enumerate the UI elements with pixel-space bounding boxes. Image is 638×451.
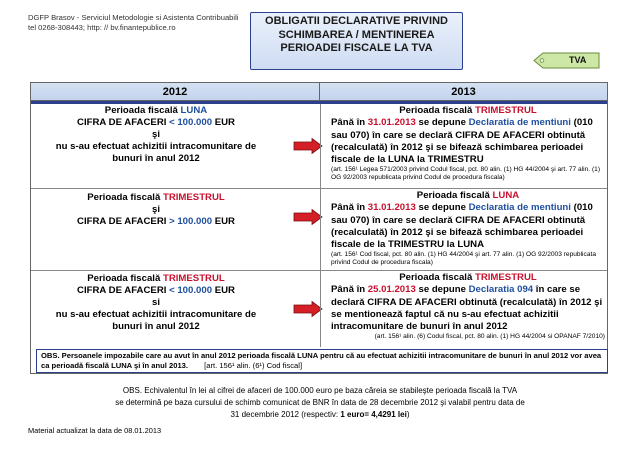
cell-2012: Perioada fiscală LUNA CIFRA DE AFACERI < 100.000 EUR şi nu s-au efectuat achizitii intracomunitare de bunuri în anul 2012 <box>55 105 257 164</box>
comparison-table <box>30 82 608 374</box>
table-row <box>31 104 607 189</box>
organization-header <box>28 13 238 33</box>
cell-2012: Perioada fiscală TRIMESTRUL CIFRA DE AFACERI < 100.000 EUR si nu s-au efectuat achizitii intracomunitare de bunuri în anul 2012 <box>55 273 257 332</box>
title-line-3: PERIOADEI FISCALE LA TVA <box>280 42 433 54</box>
table-row <box>31 271 607 347</box>
title-line-2: SCHIMBAREA / MENTINEREA <box>278 28 435 41</box>
arrow-right-icon <box>293 209 323 225</box>
column-header-2013: 2013 <box>320 83 607 101</box>
column-divider <box>320 271 321 347</box>
cell-2012: Perioada fiscală TRIMESTRUL şi CIFRA DE AFACERI > 100.000 EUR <box>77 192 235 227</box>
exchange-rate-note: OBS. Echivalentul în lei al cifrei de afaceri de 100.000 euro pe baza căreia se stabileşte perioada fiscală la TVA se determină pe baza cursului de schimb comunicat de BNR în data de 28 decembrie 2012 şi valabil pentru data de 31 decembrie 2012 (respectiv: 1 euro= 4,4291 lei) <box>115 386 525 419</box>
legal-reference: (art. 156¹ Cod fiscal, pct. 80 alin. (1) HG 44/2004 şi art. 77 alin. (1) OG 92/2003 republicata privind Codul de procedura fiscala) <box>331 251 596 267</box>
tva-tag-icon <box>533 52 601 69</box>
cell-2013: Perioada fiscală TRIMESTRUL Până în 25.01.2013 se depune Declaratia 094 în care se declară CIFRA DE AFACERI obtinută (recalculată) în 2012 şi se mentionează faptul că nu s-au efectuat achizitii intracomunitare de bunuri în anul 2012 (art. 156¹ alin. (6) Codul fiscal, pct. 80 alin. (1) HG 44/2004 si OPANAF 7/2010) <box>331 272 605 341</box>
update-date-footer: Material actualizat la data de 08.01.2013 <box>28 426 162 435</box>
tva-tag-label: TVA <box>569 55 587 65</box>
arrow-right-icon <box>293 138 323 154</box>
legal-reference: (art. 156¹ Legea 571/2003 privind Codul fiscal, pct. 80 alin. (1) HG 44/2004 şi art. 77 alin. (1) OG 92/2003 republicata privind Codul de procedura fiscala) <box>331 166 601 182</box>
observation-reference: [art. 156¹ alin. (6¹) Cod fiscal] <box>204 361 303 370</box>
organization-contact: tel 0268-308443; http: // bv.finantepublice.ro <box>28 23 176 32</box>
column-divider <box>320 189 321 270</box>
legal-reference: (art. 156¹ alin. (6) Codul fiscal, pct. 80 alin. (1) HG 44/2004 si OPANAF 7/2010) <box>374 333 605 341</box>
title-line-1: OBLIGATII DECLARATIVE PRIVIND <box>265 15 448 27</box>
table-row <box>31 189 607 271</box>
cell-2013: Perioada fiscală LUNA Până în 31.01.2013 se depune Declaratia de mentiuni (010 sau 070) în care se declară CIFRA DE AFACERI obtinută (recalculată) în 2012 şi se bifează schimbarea perioadei fiscale de la TRIMESTRU la LUNA (art. 156¹ Cod fiscal, pct. 80 alin. (1) HG 44/2004 şi art. 77 alin. (1) OG 92/2003 republicata privind Codul de procedura fiscala) <box>331 189 605 267</box>
organization-name: DGFP Brasov - Serviciul Metodologie si Asistenta Contribuabili <box>28 13 239 22</box>
column-divider <box>320 104 321 188</box>
observation-text: OBS. Persoanele impozabile care au avut în anul 2012 perioada fiscală LUNA pentru că au efectuat achizitii intracomunitare de bunuri în anul 2012 vor avea ca perioadă fiscală LUNA şi în anul 2013. <box>41 351 602 370</box>
cell-2013: Perioada fiscală TRIMESTRUL Până în 31.01.2013 se depune Declaratia de mentiuni (010 sau 070) în care se declară CIFRA DE AFACERI obtinută (recalculată) în 2012 şi se bifează schimbarea perioadei fiscale de la LUNA la TRIMESTRU (art. 156¹ Legea 571/2003 privind Codul fiscal, pct. 80 alin. (1) HG 44/2004 şi art. 77 alin. (1) OG 92/2003 republicata privind Codul de procedura fiscala) <box>331 104 605 182</box>
column-header-2012: 2012 <box>31 83 320 101</box>
arrow-right-icon <box>293 301 323 317</box>
document-title <box>250 12 463 70</box>
observation-note <box>36 349 608 373</box>
exchange-rate-value: 1 euro= 4,4291 lei <box>340 410 407 419</box>
